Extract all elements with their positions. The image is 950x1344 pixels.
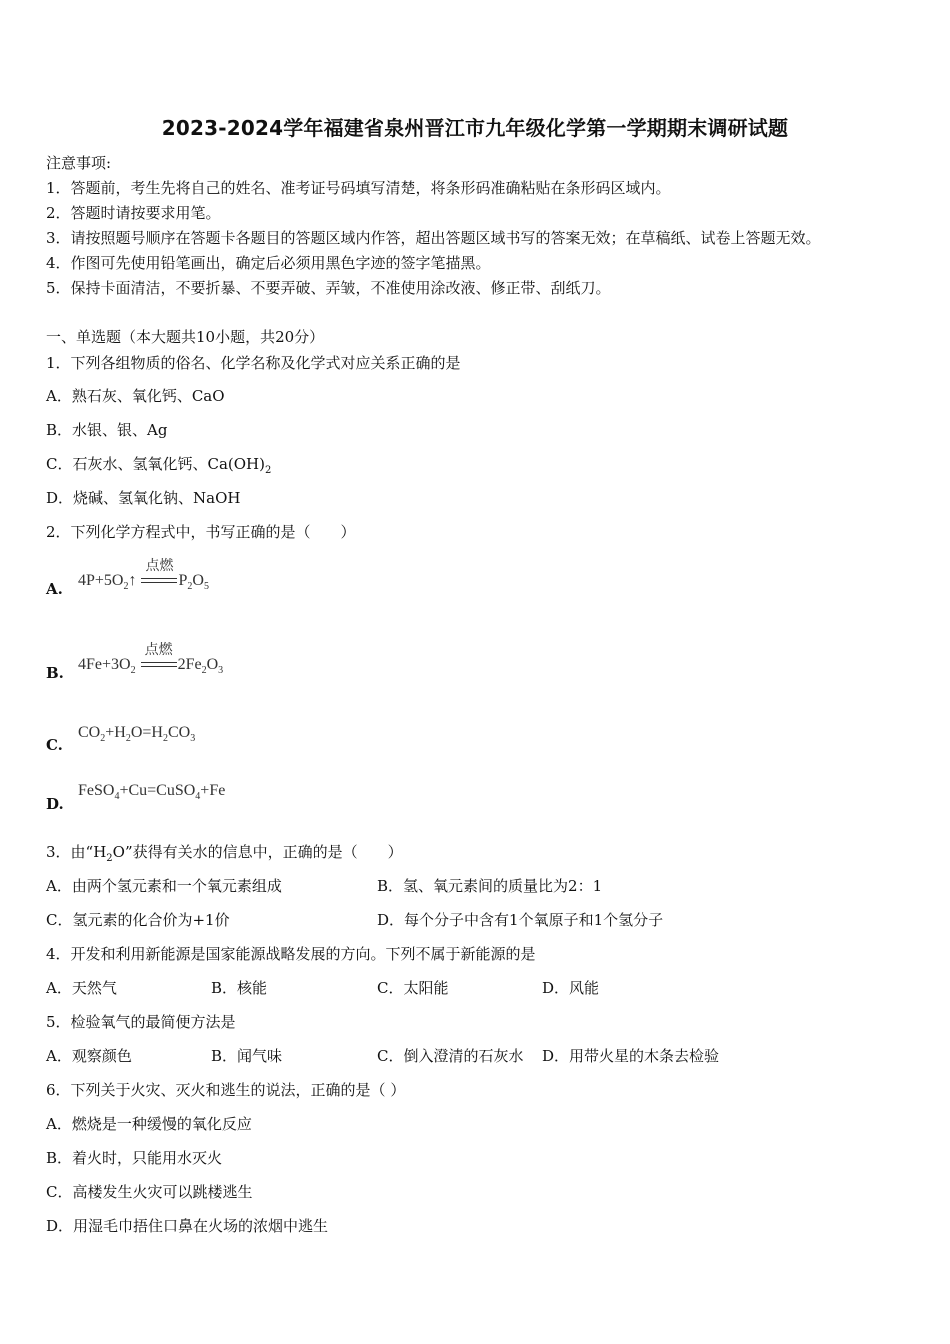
question-3-stem	[46, 841, 403, 864]
q1-option-c	[46, 453, 271, 476]
q1-option-c-subscript: 2	[264, 465, 272, 476]
q6-option-d: D．用湿毛巾捂住口鼻在火场的浓烟中逃生	[46, 1217, 329, 1235]
q1-option-d: D．烧碱、氢氧化钠、NaOH	[46, 489, 241, 507]
eq-d-sub: 4	[195, 791, 201, 803]
notice-item: 5．保持卡面清洁，不要折暴、不要弄破、弄皱，不准使用涂改液、修正带、刮纸刀。	[46, 279, 611, 297]
q2-label-a: A.	[46, 580, 63, 598]
q3-stem-text: O”获得有关水的信息中，正确的是（ ）	[112, 843, 403, 861]
question-5-stem: 5．检验氧气的最简便方法是	[46, 1013, 236, 1031]
eq-b-left: 4Fe+3O	[78, 656, 131, 673]
q3-option-c: C．氢元素的化合价为+1价	[46, 911, 230, 929]
notice-heading: 注意事项:	[46, 154, 112, 172]
eq-c-part: CO	[167, 724, 191, 741]
eq-b-right-sub: 2	[201, 665, 207, 677]
q2-equation-d	[78, 782, 225, 802]
q2-equation-a	[78, 558, 209, 593]
q5-option-a: A．观察颜色	[46, 1047, 132, 1065]
q5-option-b: B．闻气味	[211, 1047, 283, 1065]
up-arrow-icon: ↑	[128, 572, 137, 589]
equal-sign-line	[141, 582, 177, 583]
eq-b-right: O	[206, 656, 219, 673]
eq-c-part: O=H	[130, 724, 163, 741]
section-heading: 一、单选题（本大题共10小题，共20分）	[46, 328, 325, 346]
reaction-condition	[141, 558, 177, 590]
q5-option-d: D．用带火星的木条去检验	[542, 1047, 720, 1065]
q6-option-b: B．着火时，只能用水灭火	[46, 1149, 223, 1167]
q1-option-b: B．水银、银、Ag	[46, 421, 168, 439]
q4-option-d: D．风能	[542, 979, 600, 997]
condition-text: 点燃	[144, 642, 173, 659]
q2-label-c: C.	[46, 736, 63, 754]
q1-option-a: A．熟石灰、氧化钙、CaO	[46, 387, 225, 405]
q6-option-a: A．燃烧是一种缓慢的氧化反应	[46, 1115, 252, 1133]
equal-sign-line	[141, 578, 177, 579]
q3-option-b: B．氢、氧元素间的质量比为2：1	[377, 877, 603, 895]
q2-label-b: B.	[46, 664, 64, 682]
eq-d-part: +Cu=CuSO	[119, 782, 196, 799]
question-1-stem: 1．下列各组物质的俗名、化学名称及化学式对应关系正确的是	[46, 354, 461, 372]
eq-c-part: +H	[105, 724, 126, 741]
eq-a-right-sub: 2	[187, 581, 193, 593]
question-4-stem: 4．开发和利用新能源是国家能源战略发展的方向。下列不属于新能源的是	[46, 945, 536, 963]
eq-c-sub: 2	[100, 733, 106, 745]
reaction-condition	[141, 642, 177, 674]
eq-b-right: 2Fe	[177, 656, 202, 673]
q5-option-c: C．倒入澄清的石灰水	[377, 1047, 524, 1065]
eq-a-left-sub: 2	[123, 581, 129, 593]
eq-b-right-sub: 3	[218, 665, 224, 677]
q3-stem-subscript: 2	[106, 853, 113, 864]
eq-c-sub: 3	[190, 733, 196, 745]
equal-sign-line	[141, 662, 177, 663]
condition-text: 点燃	[145, 558, 174, 575]
notice-item: 4．作图可先使用铅笔画出，确定后必须用黑色字迹的签字笔描黑。	[46, 254, 491, 272]
q3-option-d: D．每个分子中含有1个氧原子和1个氢分子	[377, 911, 664, 929]
eq-a-left: 4P+5O	[78, 572, 124, 589]
question-6-stem: 6．下列关于火灾、灭火和逃生的说法，正确的是（ ）	[46, 1081, 406, 1099]
eq-d-part: FeSO	[78, 782, 115, 799]
eq-a-right: O	[192, 572, 204, 589]
q3-option-a: A．由两个氢元素和一个氧元素组成	[46, 877, 282, 895]
q4-option-c: C．太阳能	[377, 979, 449, 997]
notice-item: 2．答题时请按要求用笔。	[46, 204, 221, 222]
eq-d-sub: 4	[114, 791, 120, 803]
eq-c-sub: 2	[162, 733, 168, 745]
q4-option-a: A．天然气	[46, 979, 117, 997]
q2-label-d: D.	[46, 795, 64, 813]
eq-a-right: P	[178, 572, 188, 589]
notice-item: 1．答题前，考生先将自己的姓名、准考证号码填写清楚，将条形码准确粘贴在条形码区域内。	[46, 179, 671, 197]
eq-d-part: +Fe	[200, 782, 226, 799]
q2-equation-c	[78, 724, 195, 744]
eq-b-left-sub: 2	[130, 665, 136, 677]
q1-option-c-text: C．石灰水、氢氧化钙、Ca(OH)	[46, 455, 265, 473]
eq-c-part: CO	[78, 724, 101, 741]
page-title: 2023-2024学年福建省泉州晋江市九年级化学第一学期期末调研试题	[161, 116, 789, 140]
q4-option-b: B．核能	[211, 979, 268, 997]
q3-stem-text: 3．由“H	[46, 843, 107, 861]
eq-a-right-sub: 5	[203, 581, 209, 593]
q2-equation-b	[78, 642, 224, 677]
question-2-stem: 2．下列化学方程式中，书写正确的是（ ）	[46, 523, 356, 541]
eq-c-sub: 2	[125, 733, 131, 745]
notice-item: 3．请按照题号顺序在答题卡各题目的答题区域内作答，超出答题区域书写的答案无效；在草稿纸、试卷上答题无效。	[46, 229, 821, 247]
q6-option-c: C．高楼发生火灾可以跳楼逃生	[46, 1183, 253, 1201]
equal-sign-line	[141, 666, 177, 667]
